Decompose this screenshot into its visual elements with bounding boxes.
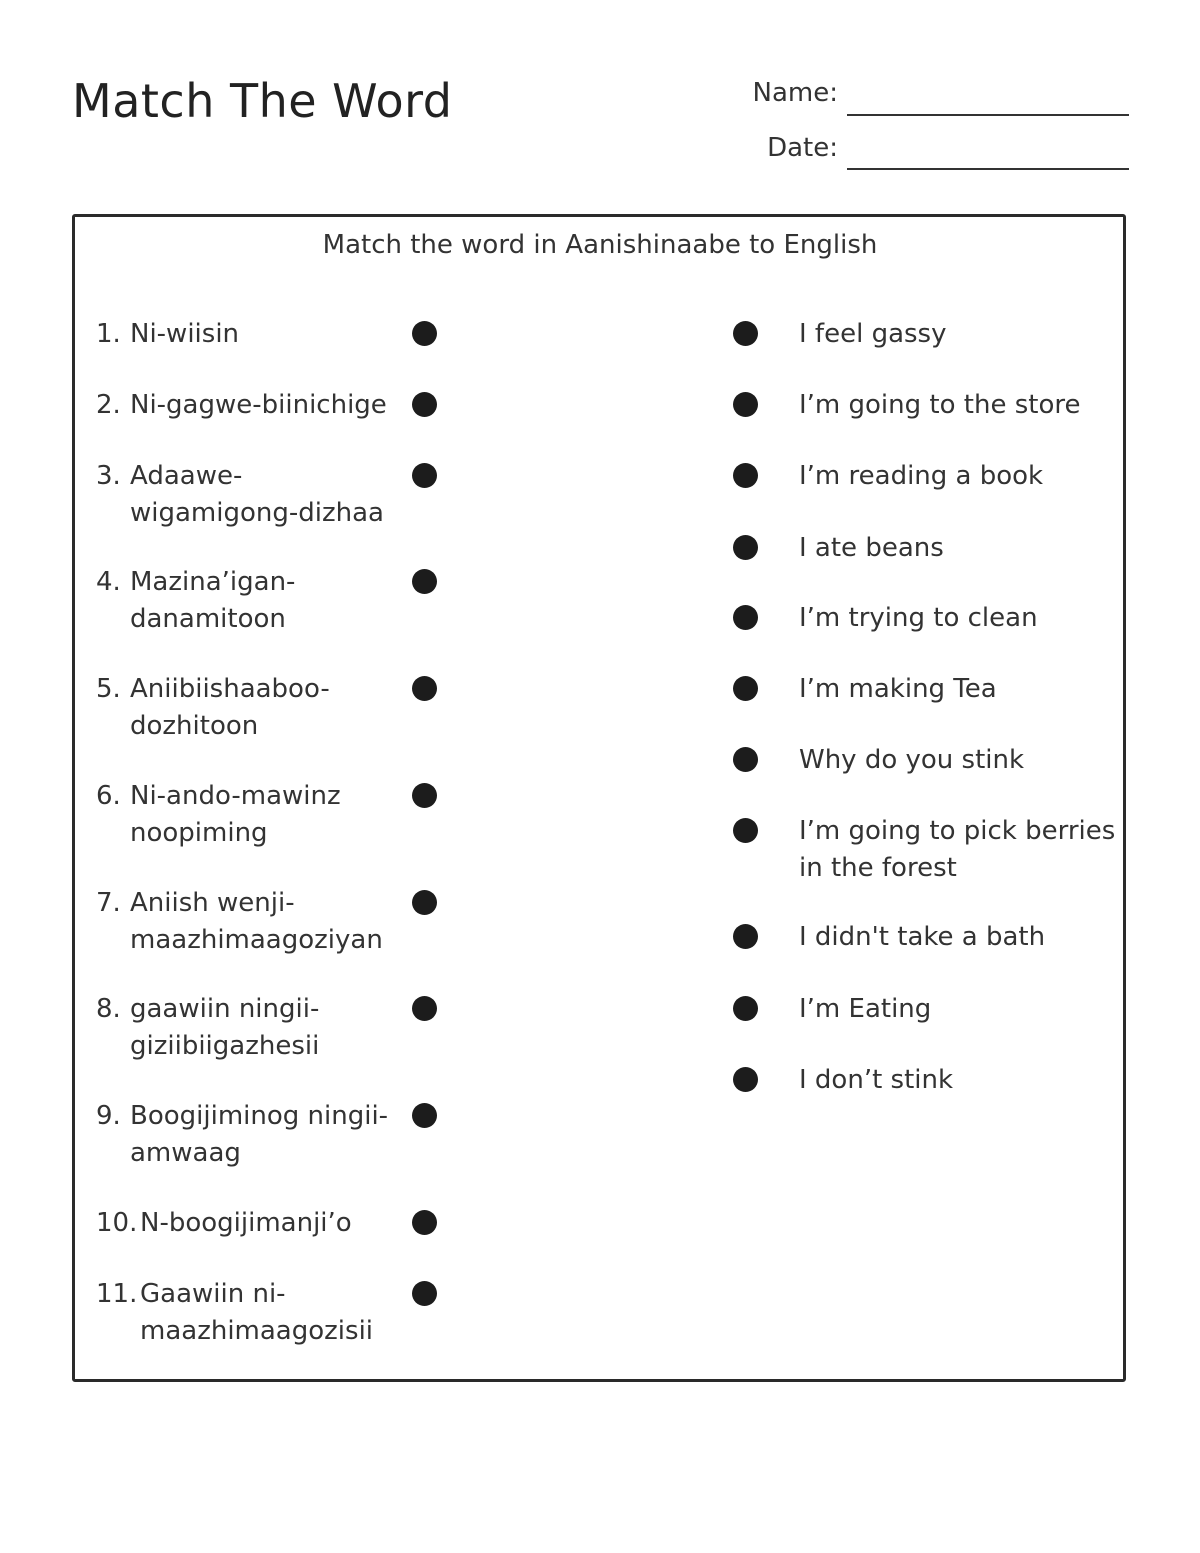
item-text-line: Gaawiin ni- (140, 1279, 286, 1309)
item-text-line: I didn't take a bath (799, 922, 1046, 952)
item-number: 9. (96, 1101, 121, 1131)
english-item-8 (799, 813, 1115, 887)
left-match-dot-9[interactable] (412, 1103, 437, 1128)
right-match-dot-3[interactable] (733, 463, 758, 488)
left-match-dot-7[interactable] (412, 890, 437, 915)
right-match-dot-7[interactable] (733, 747, 758, 772)
item-number: 4. (96, 567, 121, 597)
english-item-7 (799, 742, 1024, 779)
item-text-line: dozhitoon (130, 711, 259, 741)
item-text-line: I’m going to pick berries (799, 816, 1116, 846)
aanishinaabe-item-1 (96, 316, 239, 353)
right-match-dot-5[interactable] (733, 605, 758, 630)
aanishinaabe-item-6 (96, 778, 341, 852)
item-text-line: in the forest (799, 853, 957, 883)
right-match-dot-11[interactable] (733, 1067, 758, 1092)
aanishinaabe-item-8 (96, 991, 319, 1065)
date-field-line[interactable] (847, 168, 1129, 170)
item-text-line: I feel gassy (799, 319, 947, 349)
left-match-dot-5[interactable] (412, 676, 437, 701)
aanishinaabe-item-9 (96, 1098, 388, 1172)
english-item-3 (799, 458, 1043, 495)
item-text-line: gaawiin ningii- (130, 994, 320, 1024)
item-text-line: maazhimaagoziyan (130, 925, 383, 955)
item-text-line: N-boogijimanji’o (140, 1208, 352, 1238)
right-match-dot-4[interactable] (733, 535, 758, 560)
item-text-line: Why do you stink (799, 745, 1025, 775)
item-number: 11. (96, 1279, 138, 1309)
aanishinaabe-item-7 (96, 885, 383, 959)
item-text-line: wigamigong-dizhaa (130, 498, 384, 528)
left-match-dot-6[interactable] (412, 783, 437, 808)
item-text-line: I’m trying to clean (799, 603, 1038, 633)
aanishinaabe-item-3 (96, 458, 384, 532)
name-label: Name: (752, 78, 838, 108)
date-label: Date: (767, 133, 838, 163)
item-number: 2. (96, 390, 121, 420)
item-text-line: giziibiigazhesii (130, 1031, 320, 1061)
item-text-line: Ni-ando-mawinz (130, 781, 341, 811)
item-number: 10. (96, 1208, 138, 1238)
name-field-line[interactable] (847, 114, 1129, 116)
english-item-11 (799, 1062, 953, 1099)
item-number: 7. (96, 888, 121, 918)
english-item-1 (799, 316, 946, 353)
right-match-dot-10[interactable] (733, 996, 758, 1021)
item-text-line: Aniibiishaaboo- (130, 674, 330, 704)
item-text-line: I’m going to the store (799, 390, 1081, 420)
english-item-5 (799, 600, 1038, 637)
item-number: 1. (96, 319, 121, 349)
right-match-dot-2[interactable] (733, 392, 758, 417)
left-match-dot-1[interactable] (412, 321, 437, 346)
left-match-dot-2[interactable] (412, 392, 437, 417)
item-text-line: noopiming (130, 818, 268, 848)
english-item-6 (799, 671, 997, 708)
right-match-dot-8[interactable] (733, 818, 758, 843)
left-match-dot-8[interactable] (412, 996, 437, 1021)
item-text-line: Adaawe- (130, 461, 243, 491)
english-item-4 (799, 530, 944, 567)
item-number: 3. (96, 461, 121, 491)
aanishinaabe-item-2 (96, 387, 387, 424)
english-item-10 (799, 991, 931, 1028)
item-text-line: I ate beans (799, 533, 944, 563)
item-text-line: Ni-gagwe-biinichige (130, 390, 387, 420)
item-text-line: I don’t stink (799, 1065, 954, 1095)
item-text-line: Boogijiminog ningii- (130, 1101, 389, 1131)
instructions-text: Match the word in Aanishinaabe to English (322, 230, 878, 260)
item-text-line: amwaag (130, 1138, 241, 1168)
aanishinaabe-item-4 (96, 564, 295, 638)
item-text-line: I’m Eating (799, 994, 932, 1024)
item-text-line: I’m reading a book (799, 461, 1044, 491)
right-match-dot-1[interactable] (733, 321, 758, 346)
item-number: 6. (96, 781, 121, 811)
item-text-line: I’m making Tea (799, 674, 997, 704)
english-item-9 (799, 919, 1045, 956)
left-match-dot-3[interactable] (412, 463, 437, 488)
aanishinaabe-item-10 (96, 1205, 352, 1242)
item-number: 5. (96, 674, 121, 704)
right-match-dot-9[interactable] (733, 924, 758, 949)
item-number: 8. (96, 994, 121, 1024)
left-match-dot-4[interactable] (412, 569, 437, 594)
right-match-dot-6[interactable] (733, 676, 758, 701)
item-text-line: danamitoon (130, 604, 286, 634)
item-text-line: Aniish wenji- (130, 888, 295, 918)
item-text-line: Ni-wiisin (130, 319, 240, 349)
left-match-dot-10[interactable] (412, 1210, 437, 1235)
item-text-line: maazhimaagozisii (140, 1316, 374, 1346)
aanishinaabe-item-11 (96, 1276, 373, 1350)
item-text-line: Mazina’igan- (130, 567, 296, 597)
left-match-dot-11[interactable] (412, 1281, 437, 1306)
english-item-2 (799, 387, 1080, 424)
worksheet-title: Match The Word (72, 74, 453, 128)
aanishinaabe-item-5 (96, 671, 330, 745)
